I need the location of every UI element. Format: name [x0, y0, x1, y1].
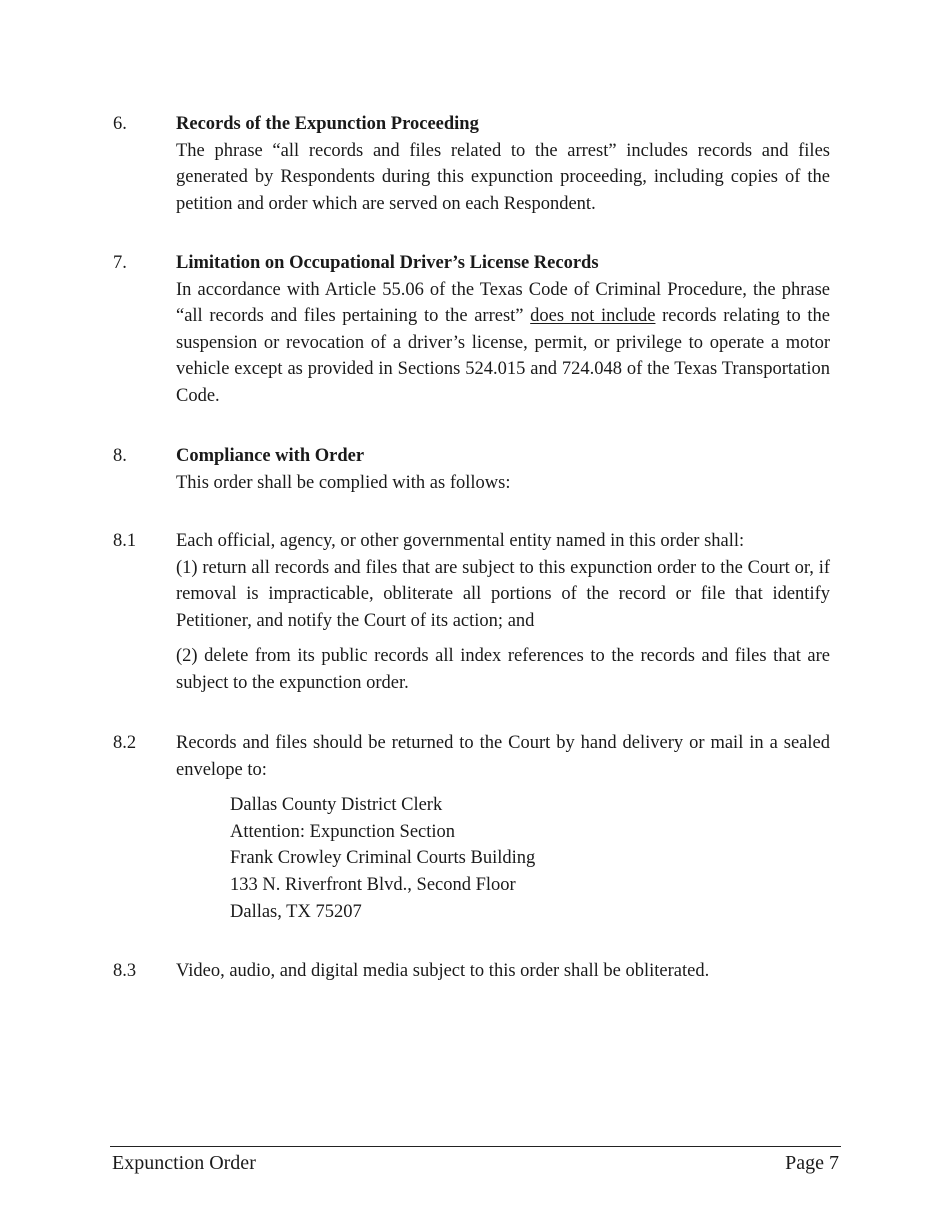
- section-number: 8.2: [113, 733, 137, 753]
- footer-document-title: Expunction Order: [112, 1152, 256, 1174]
- address-line: Dallas County District Clerk: [230, 795, 443, 816]
- section-8-2: [113, 730, 830, 925]
- address-line: Dallas, TX 75207: [230, 901, 362, 922]
- text-before: In accordance with Article 55.06 of the Texas Code of Criminal Procedure, the phrase “all records and files pertaining to the arrest”: [176, 279, 830, 327]
- address-line: 133 N. Riverfront Blvd., Second Floor: [230, 874, 516, 895]
- section-number: 8.: [113, 446, 127, 466]
- section-item-2: (2) delete from its public records all index references to the records and files that are subject to the expunction order.: [176, 646, 830, 693]
- address-line: Frank Crowley Criminal Courts Building: [230, 848, 536, 869]
- section-number: 6.: [113, 114, 127, 134]
- section-text: Video, audio, and digital media subject to this order shall be obliterated.: [176, 961, 710, 981]
- footer-divider: [110, 1146, 841, 1147]
- text-after: records relating to the suspension or revocation of a driver’s license, permit, or privilege to operate a motor vehicle except as provided in Sections 524.015 and 724.048 of the Texas Transportation Code.: [176, 306, 830, 406]
- section-8: [113, 443, 830, 496]
- section-title: Limitation on Occupational Driver’s License Records: [176, 253, 599, 273]
- section-text: Records and files should be returned to the Court by hand delivery or mail in a sealed envelope to:: [176, 733, 830, 780]
- section-item-1: (1) return all records and files that are subject to this expunction order to the Court or, if removal is impracticable, obliterate all portions of the record or file that identify Petitioner, and notify the Court of its action; and: [176, 557, 830, 631]
- section-number: 8.1: [113, 531, 137, 551]
- section-intro: Each official, agency, or other governmental entity named in this order shall:: [176, 531, 745, 551]
- section-text: This order shall be complied with as follows:: [176, 472, 511, 493]
- section-7: [113, 250, 830, 410]
- section-number: 7.: [113, 253, 127, 273]
- section-8-1: [113, 528, 830, 697]
- section-number: 8.3: [113, 961, 137, 981]
- section-text: [176, 277, 830, 410]
- underlined-phrase: does not include: [530, 306, 656, 327]
- footer-page-number: Page 7: [785, 1152, 839, 1174]
- mailing-address: [230, 792, 830, 925]
- section-text: The phrase “all records and files related to the arrest” includes records and files generated by Respondents during this expunction proceeding, including copies of the petition and order which are served on each Respondent.: [176, 140, 830, 214]
- section-8-3: [113, 958, 830, 985]
- section-title: Records of the Expunction Proceeding: [176, 114, 479, 134]
- address-line: Attention: Expunction Section: [230, 821, 456, 842]
- section-title: Compliance with Order: [176, 446, 365, 466]
- section-6: [113, 111, 830, 217]
